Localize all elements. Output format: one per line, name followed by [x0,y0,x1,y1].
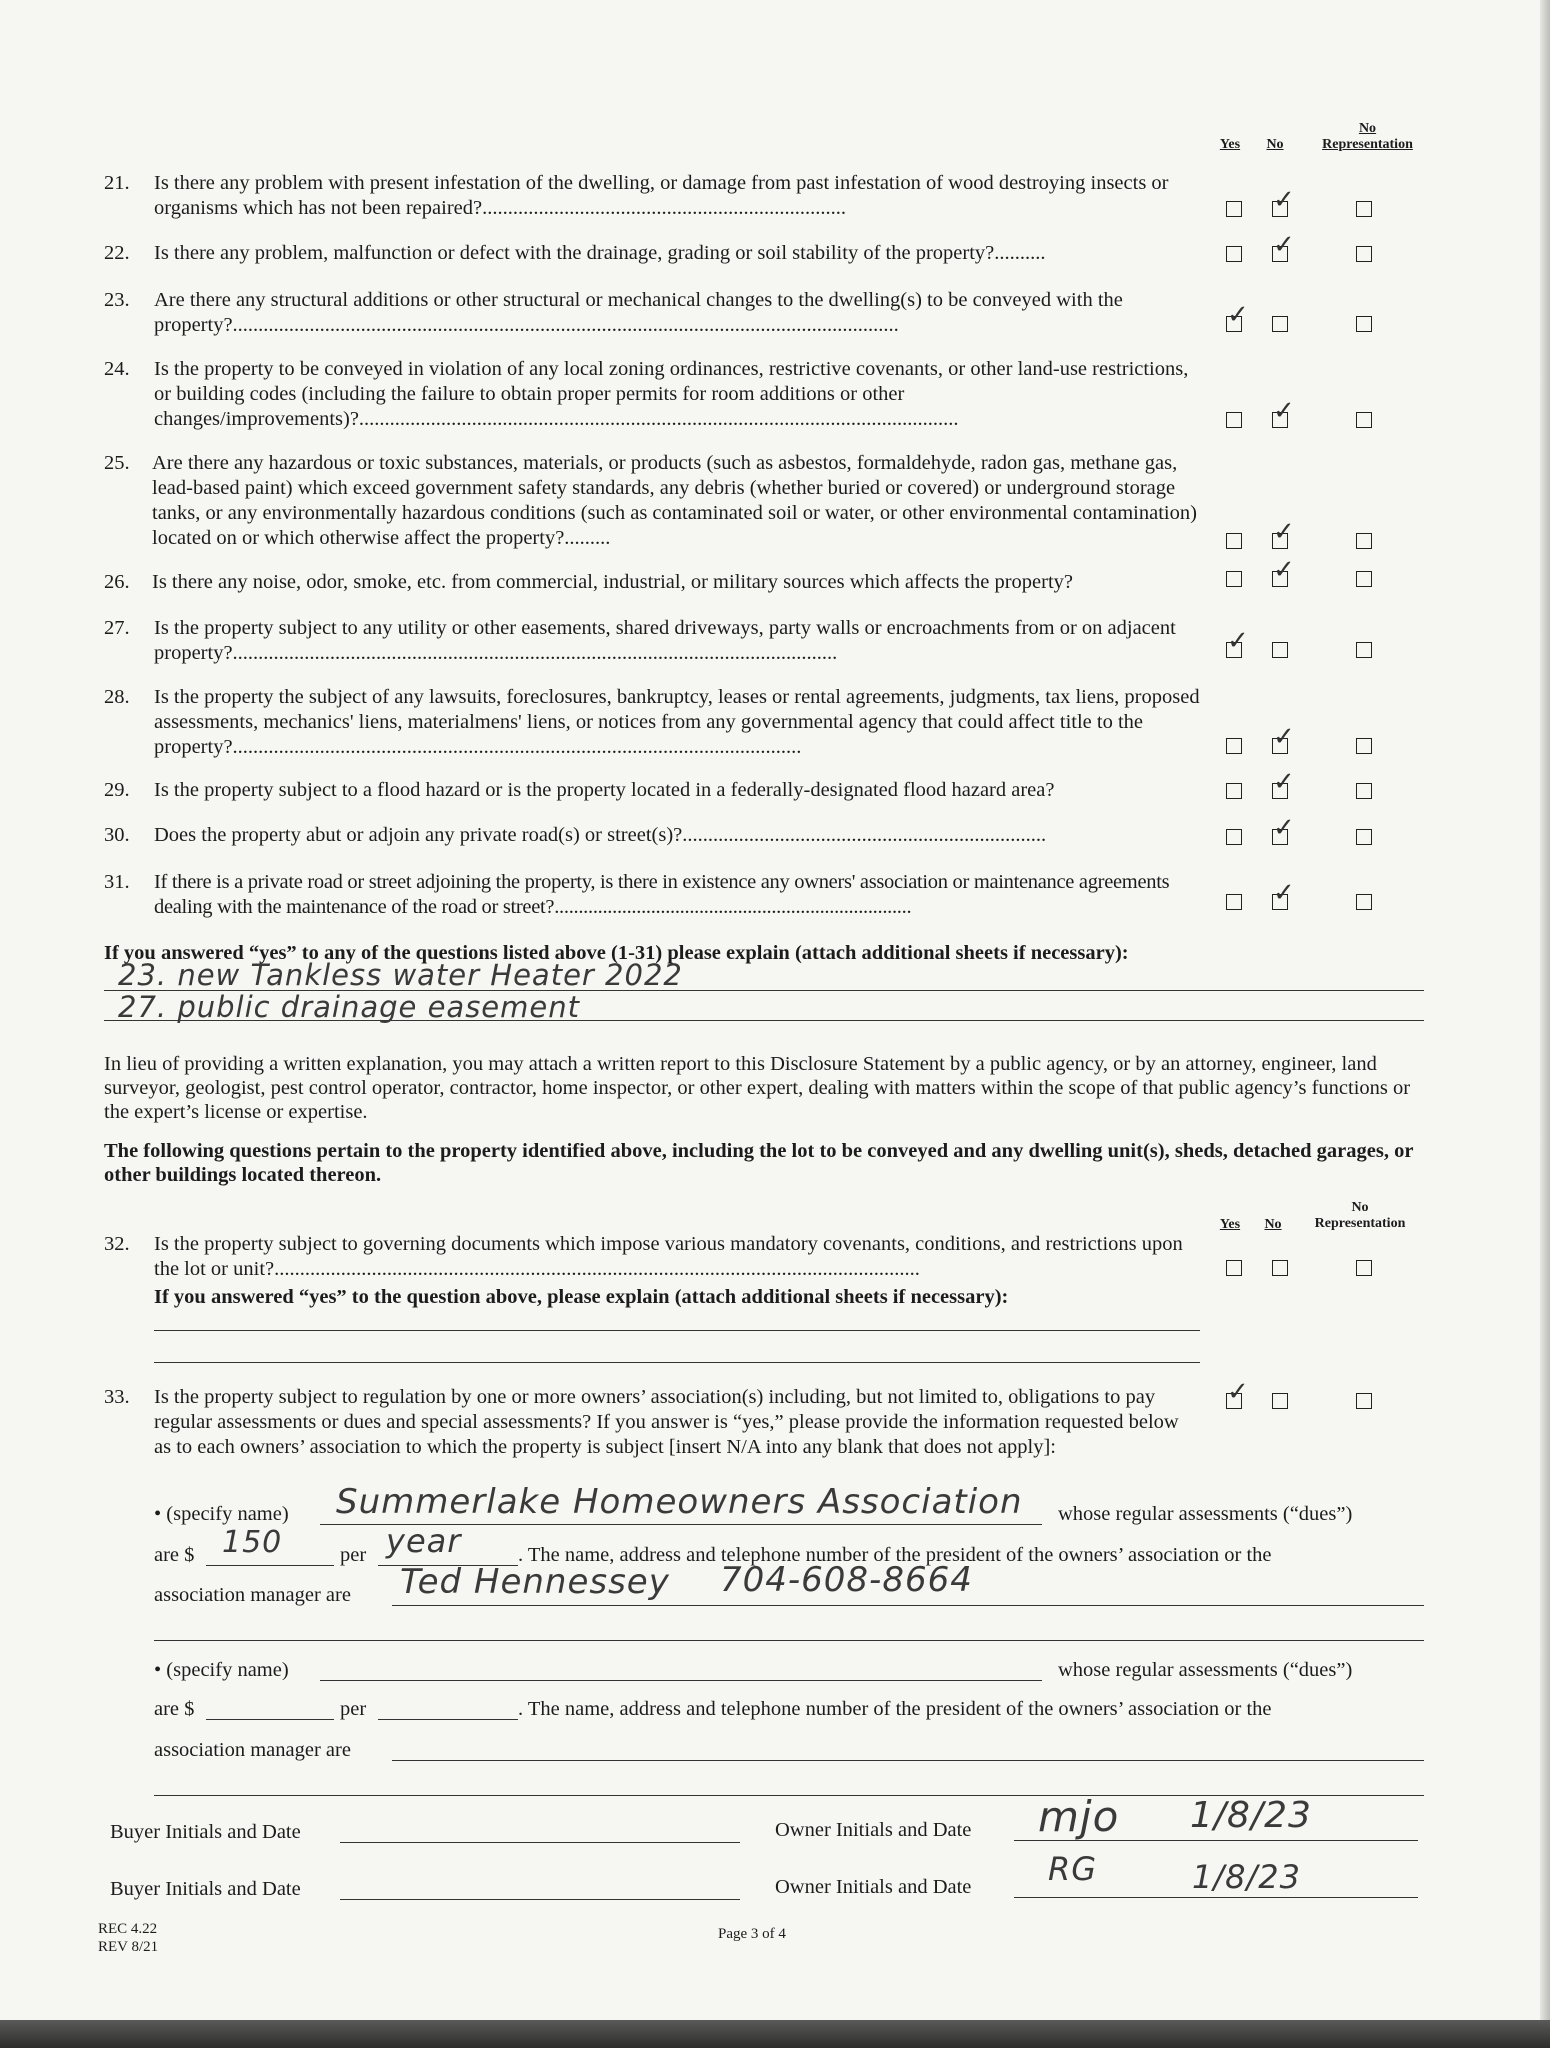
assoc1-name: Summerlake Homeowners Association [336,1482,1023,1522]
assoc2-specify-label: • (specify name) [154,1659,289,1681]
buyer-initials-label-2: Buyer Initials and Date [110,1878,301,1900]
check-mark-33: ✓ [1227,1377,1249,1407]
q32-explain-line-1[interactable] [154,1330,1200,1331]
assoc1-per: year [386,1522,462,1560]
checkbox-24-yes[interactable] [1226,412,1242,428]
question-29: 29. Is the property subject to a flood hazard or is the property located in a federally-designated flood hazard area? [104,779,1055,801]
question-28: 28. Is the property the subject of any lawsuits, foreclosures, bankruptcy, leases or rental agreements, judgments, tax liens, proposed assessments, mechanics' liens, materialmens' liens, or notices from any governmental agency that could affect title to the property?............................................................................................................... [104,686,1200,758]
q32-explain-prompt: If you answered “yes” to the question above, please explain (attach additional sheets if necessary): [154,1286,1009,1308]
checkbox-22-yes[interactable] [1226,246,1242,262]
question-21: 21. Is there any problem with present infestation of the dwelling, or damage from past infestation of wood destroying insects or organisms which has not been repaired?....................................................................... [104,172,1169,219]
checkbox-26-yes[interactable] [1226,571,1242,587]
assoc2-president-text: . The name, address and telephone number of the president of the owners’ association or the [518,1698,1272,1720]
question-24: 24. Is the property to be conveyed in violation of any local zoning ordinances, restrictive covenants, or other land-use restrictions, or building codes (including the failure to obtain proper permits for room additions or other changes/improvements)?..................................................................................................................... [104,358,1189,430]
assoc1-president-text: . The name, address and telephone number of the president of the owners’ association or the [518,1544,1272,1566]
check-mark-28: ✓ [1273,722,1295,752]
assoc2-name-line[interactable] [320,1680,1042,1681]
checkbox-25-yes[interactable] [1226,533,1242,549]
question-31: 31. If there is a private road or street adjoining the property, is there in existence any owners' association or maintenance agreements dealing with the maintenance of the road or street?.......................................................................... [104,871,1170,918]
question-26: 26. Is there any noise, odor, smoke, etc. from commercial, industrial, or military sources which affects the property? [104,571,1074,593]
page-number: Page 3 of 4 [718,1926,786,1942]
check-mark-21: ✓ [1273,185,1295,215]
explain-answer-2: 27. public drainage easement [118,990,580,1024]
checkbox-23-norep[interactable] [1356,316,1372,332]
assoc2-per-label: per [340,1698,367,1720]
assoc1-phone: 704-608-8664 [720,1560,973,1600]
assoc2-manager-label: association manager are [154,1739,351,1761]
no-header-2: No [1264,1217,1282,1232]
buyer-initials-label-1: Buyer Initials and Date [110,1821,301,1843]
assoc1-manager-label: association manager are [154,1584,351,1606]
explain-answer-1: 23. new Tankless water Heater 2022 [118,958,683,992]
checkbox-33-no[interactable] [1272,1393,1288,1409]
question-32: 32. Is the property subject to governing documents which impose various mandatory covenants, conditions, and restrictions upon the lot or unit?.............................................................................................................................. [104,1233,1183,1280]
checkbox-31-yes[interactable] [1226,894,1242,910]
assoc1-amount-line[interactable] [206,1565,334,1566]
assoc1-specify-label: • (specify name) [154,1503,289,1525]
check-mark-24: ✓ [1273,396,1295,426]
checkbox-31-norep[interactable] [1356,894,1372,910]
checkbox-28-yes[interactable] [1226,738,1242,754]
checkbox-21-yes[interactable] [1226,201,1242,217]
check-mark-30: ✓ [1273,813,1295,843]
checkbox-30-yes[interactable] [1226,829,1242,845]
check-mark-26: ✓ [1273,555,1295,585]
question-23: 23. Are there any structural additions or other structural or mechanical changes to the dwelling(s) to be conveyed with the property?.................................................................................................................................. [104,289,1123,336]
checkbox-29-norep[interactable] [1356,783,1372,799]
assoc1-per-label: per [340,1544,367,1566]
yes-header-2: Yes [1219,1217,1241,1232]
checkbox-21-norep[interactable] [1356,201,1372,217]
explain-prompt-1-31: If you answered “yes” to any of the questions listed above (1-31) please explain (attach additional sheets if necessary): [104,942,1129,964]
assoc1-amount: 150 [222,1525,283,1560]
checkbox-26-norep[interactable] [1356,571,1372,587]
buyer-initials-line-1[interactable] [340,1842,740,1843]
checkbox-29-yes[interactable] [1226,783,1242,799]
checkbox-23-no[interactable] [1272,316,1288,332]
checkbox-22-norep[interactable] [1356,246,1372,262]
assoc2-manager-line[interactable] [392,1760,1424,1761]
no-header: No [1266,137,1284,152]
page-shadow-bottom [0,2020,1550,2048]
assoc2-per-line[interactable] [378,1719,518,1720]
owner-date-1: 1/8/23 [1190,1795,1312,1836]
check-mark-27: ✓ [1227,626,1249,656]
assoc1-manager: Ted Hennessey [400,1562,670,1602]
following-questions-paragraph: The following questions pertain to the property identified above, including the lot to be conveyed and any dwelling unit(s), sheds, detached garages, or other buildings located thereon. [104,1140,1414,1186]
checkbox-25-norep[interactable] [1356,533,1372,549]
page-shadow-right [1540,0,1550,2020]
check-mark-23: ✓ [1227,300,1249,330]
checkbox-27-no[interactable] [1272,642,1288,658]
owner-date-2: 1/8/23 [1192,1858,1301,1896]
checkbox-28-norep[interactable] [1356,738,1372,754]
check-mark-22: ✓ [1273,230,1295,260]
yes-header: Yes [1219,137,1241,152]
checkbox-33-norep[interactable] [1356,1393,1372,1409]
owner-initials-label-1: Owner Initials and Date [775,1819,972,1841]
question-22: 22. Is there any problem, malfunction or defect with the drainage, grading or soil stability of the property?.......... [104,242,1046,264]
check-mark-31: ✓ [1273,878,1295,908]
question-27: 27. Is the property subject to any utility or other easements, shared driveways, party walls or encroachments from or on adjacent property?...................................................................................................................... [104,617,1176,664]
question-33: 33. Is the property subject to regulation by one or more owners’ association(s) including, but not limited to, obligations to pay regular assessments or dues and special assessments? If you answer is “yes,” please provide the information requested below as to each owners’ association to which the property is subject [insert N/A into any blank that does not apply]: [104,1386,1179,1458]
q32-explain-line-2[interactable] [154,1362,1200,1363]
assoc2-are-label: are $ [154,1698,195,1720]
checkbox-32-no[interactable] [1272,1260,1288,1276]
no-representation-header-2: No Representation [1314,1200,1406,1231]
assoc2-dues-label: whose regular assessments (“dues”) [1058,1659,1353,1681]
assoc1-are-label: are $ [154,1544,195,1566]
assoc1-extra-line[interactable] [154,1640,1424,1641]
check-mark-29: ✓ [1273,767,1295,797]
buyer-initials-line-2[interactable] [340,1899,740,1900]
owner-initials-2: RG [1048,1850,1098,1888]
checkbox-24-norep[interactable] [1356,412,1372,428]
assoc1-manager-line[interactable] [392,1605,1424,1606]
owner-initials-label-2: Owner Initials and Date [775,1876,972,1898]
question-25: 25. Are there any hazardous or toxic substances, materials, or products (such as asbestos, formaldehyde, radon gas, methane gas, lead-based paint) which exceed government safety standards, any debris (whether buried or covered) or underground storage tanks, or any environmentally hazardous conditions (such as contaminated soil or water, or other environmental contamination) located on or which otherwise affect the property?......... [104,452,1197,549]
no-representation-header: No Representation [1322,121,1413,152]
check-mark-25: ✓ [1273,517,1295,547]
owner-initials-line-2[interactable] [1014,1897,1418,1898]
owner-initials-1: mjo [1038,1792,1120,1841]
checkbox-30-norep[interactable] [1356,829,1372,845]
question-30: 30. Does the property abut or adjoin any private road(s) or street(s)?....................................................................... [104,824,1047,846]
assoc2-amount-line[interactable] [206,1719,334,1720]
checkbox-32-norep[interactable] [1356,1260,1372,1276]
in-lieu-paragraph: In lieu of providing a written explanation, you may attach a written report to this Disclosure Statement by a public agency, or by an attorney, engineer, land surveyor, geologist, pest control operator, contractor, home inspector, or other expert, dealing with matters within the scope of that public agency’s functions or the expert’s license or expertise. [104,1053,1411,1123]
checkbox-27-norep[interactable] [1356,642,1372,658]
checkbox-32-yes[interactable] [1226,1260,1242,1276]
assoc1-dues-label: whose regular assessments (“dues”) [1058,1503,1353,1525]
form-code: REC 4.22 REV 8/21 [98,1921,159,1955]
